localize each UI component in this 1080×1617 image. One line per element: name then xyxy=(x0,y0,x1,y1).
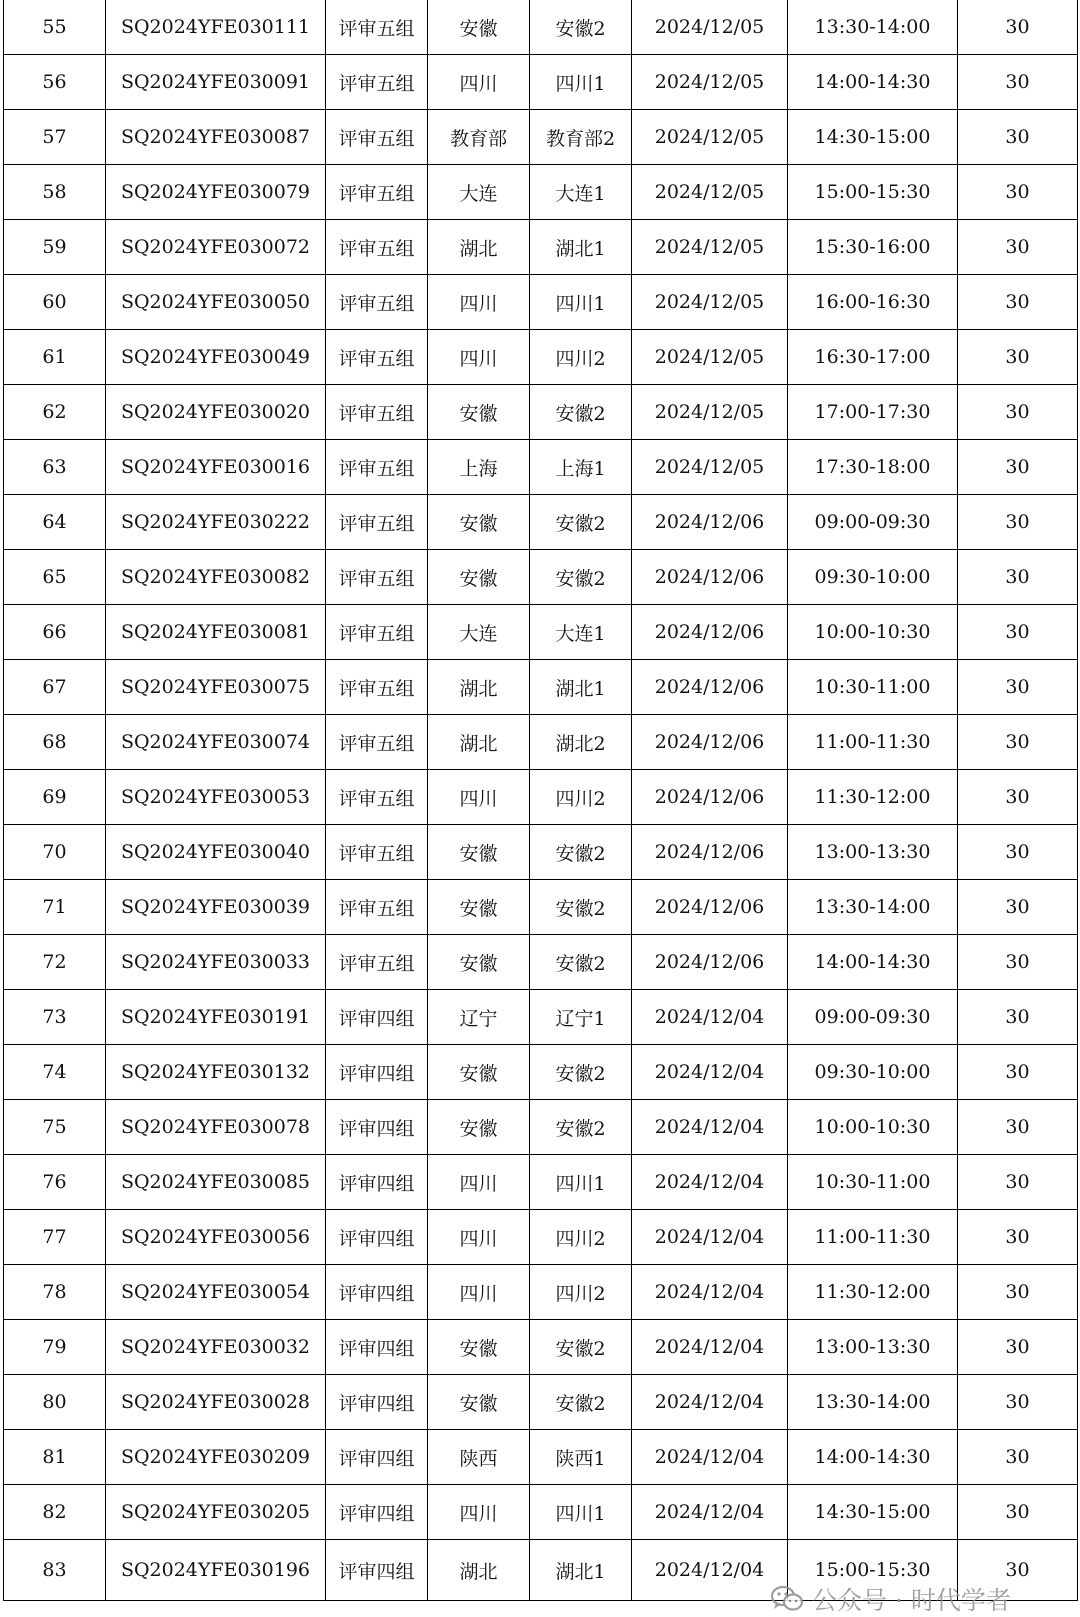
review-group-cell: 评审五组 xyxy=(326,935,428,990)
duration-cell: 30 xyxy=(958,1375,1078,1430)
region-cell: 安徽 xyxy=(428,1320,530,1375)
table-row xyxy=(4,165,1078,220)
row-number-cell: 79 xyxy=(4,1320,106,1375)
room-cell: 四川2 xyxy=(530,770,632,825)
date-cell: 2024/12/06 xyxy=(632,825,788,880)
date-cell: 2024/12/04 xyxy=(632,990,788,1045)
table-row xyxy=(4,110,1078,165)
review-group-cell: 评审五组 xyxy=(326,275,428,330)
room-cell: 四川1 xyxy=(530,1485,632,1540)
review-group-cell: 评审五组 xyxy=(326,770,428,825)
review-group-cell: 评审五组 xyxy=(326,880,428,935)
room-cell: 安徽2 xyxy=(530,495,632,550)
duration-cell: 30 xyxy=(958,495,1078,550)
review-group-cell: 评审五组 xyxy=(326,440,428,495)
review-group-cell: 评审五组 xyxy=(326,0,428,55)
time-slot-cell: 09:00-09:30 xyxy=(788,495,958,550)
project-id-cell: SQ2024YFE030222 xyxy=(106,495,326,550)
date-cell: 2024/12/06 xyxy=(632,495,788,550)
table-row xyxy=(4,1320,1078,1375)
date-cell: 2024/12/04 xyxy=(632,1430,788,1485)
region-cell: 辽宁 xyxy=(428,990,530,1045)
project-id-cell: SQ2024YFE030032 xyxy=(106,1320,326,1375)
date-cell: 2024/12/05 xyxy=(632,440,788,495)
duration-cell: 30 xyxy=(958,880,1078,935)
table-row xyxy=(4,715,1078,770)
table-row xyxy=(4,220,1078,275)
time-slot-cell: 16:30-17:00 xyxy=(788,330,958,385)
time-slot-cell: 13:30-14:00 xyxy=(788,0,958,55)
time-slot-cell: 14:00-14:30 xyxy=(788,935,958,990)
date-cell: 2024/12/06 xyxy=(632,660,788,715)
room-cell: 安徽2 xyxy=(530,935,632,990)
review-group-cell: 评审四组 xyxy=(326,1430,428,1485)
room-cell: 上海1 xyxy=(530,440,632,495)
time-slot-cell: 14:30-15:00 xyxy=(788,1485,958,1540)
table-row xyxy=(4,1155,1078,1210)
date-cell: 2024/12/04 xyxy=(632,1540,788,1601)
row-number-cell: 72 xyxy=(4,935,106,990)
review-group-cell: 评审五组 xyxy=(326,55,428,110)
date-cell: 2024/12/06 xyxy=(632,550,788,605)
table-row xyxy=(4,770,1078,825)
room-cell: 陕西1 xyxy=(530,1430,632,1485)
time-slot-cell: 10:30-11:00 xyxy=(788,1155,958,1210)
row-number-cell: 59 xyxy=(4,220,106,275)
review-group-cell: 评审五组 xyxy=(326,550,428,605)
row-number-cell: 80 xyxy=(4,1375,106,1430)
project-id-cell: SQ2024YFE030049 xyxy=(106,330,326,385)
row-number-cell: 60 xyxy=(4,275,106,330)
room-cell: 湖北2 xyxy=(530,715,632,770)
row-number-cell: 78 xyxy=(4,1265,106,1320)
time-slot-cell: 13:30-14:00 xyxy=(788,880,958,935)
project-id-cell: SQ2024YFE030072 xyxy=(106,220,326,275)
review-group-cell: 评审四组 xyxy=(326,1100,428,1155)
duration-cell: 30 xyxy=(958,770,1078,825)
project-id-cell: SQ2024YFE030091 xyxy=(106,55,326,110)
table-row xyxy=(4,605,1078,660)
row-number-cell: 81 xyxy=(4,1430,106,1485)
project-id-cell: SQ2024YFE030081 xyxy=(106,605,326,660)
region-cell: 安徽 xyxy=(428,1045,530,1100)
room-cell: 四川2 xyxy=(530,1265,632,1320)
region-cell: 安徽 xyxy=(428,935,530,990)
row-number-cell: 56 xyxy=(4,55,106,110)
row-number-cell: 68 xyxy=(4,715,106,770)
duration-cell: 30 xyxy=(958,1485,1078,1540)
project-id-cell: SQ2024YFE030078 xyxy=(106,1100,326,1155)
project-id-cell: SQ2024YFE030054 xyxy=(106,1265,326,1320)
date-cell: 2024/12/05 xyxy=(632,275,788,330)
room-cell: 安徽2 xyxy=(530,385,632,440)
time-slot-cell: 14:00-14:30 xyxy=(788,1430,958,1485)
room-cell: 安徽2 xyxy=(530,1375,632,1430)
project-id-cell: SQ2024YFE030056 xyxy=(106,1210,326,1265)
watermark xyxy=(770,1581,1011,1617)
duration-cell: 30 xyxy=(958,330,1078,385)
project-id-cell: SQ2024YFE030033 xyxy=(106,935,326,990)
date-cell: 2024/12/05 xyxy=(632,330,788,385)
project-id-cell: SQ2024YFE030040 xyxy=(106,825,326,880)
time-slot-cell: 11:00-11:30 xyxy=(788,715,958,770)
duration-cell: 30 xyxy=(958,715,1078,770)
room-cell: 大连1 xyxy=(530,605,632,660)
duration-cell: 30 xyxy=(958,55,1078,110)
row-number-cell: 67 xyxy=(4,660,106,715)
project-id-cell: SQ2024YFE030111 xyxy=(106,0,326,55)
room-cell: 安徽2 xyxy=(530,1320,632,1375)
row-number-cell: 69 xyxy=(4,770,106,825)
time-slot-cell: 11:30-12:00 xyxy=(788,770,958,825)
project-id-cell: SQ2024YFE030016 xyxy=(106,440,326,495)
room-cell: 安徽2 xyxy=(530,0,632,55)
date-cell: 2024/12/06 xyxy=(632,605,788,660)
date-cell: 2024/12/04 xyxy=(632,1375,788,1430)
time-slot-cell: 15:00-15:30 xyxy=(788,1540,958,1601)
review-group-cell: 评审五组 xyxy=(326,110,428,165)
duration-cell: 30 xyxy=(958,605,1078,660)
date-cell: 2024/12/04 xyxy=(632,1155,788,1210)
row-number-cell: 63 xyxy=(4,440,106,495)
time-slot-cell: 13:00-13:30 xyxy=(788,1320,958,1375)
region-cell: 四川 xyxy=(428,1485,530,1540)
time-slot-cell: 16:00-16:30 xyxy=(788,275,958,330)
review-group-cell: 评审五组 xyxy=(326,220,428,275)
review-group-cell: 评审五组 xyxy=(326,165,428,220)
row-number-cell: 57 xyxy=(4,110,106,165)
project-id-cell: SQ2024YFE030074 xyxy=(106,715,326,770)
table-row xyxy=(4,550,1078,605)
row-number-cell: 74 xyxy=(4,1045,106,1100)
room-cell: 四川1 xyxy=(530,1155,632,1210)
project-id-cell: SQ2024YFE030075 xyxy=(106,660,326,715)
project-id-cell: SQ2024YFE030132 xyxy=(106,1045,326,1100)
review-group-cell: 评审四组 xyxy=(326,1485,428,1540)
duration-cell: 30 xyxy=(958,385,1078,440)
duration-cell: 30 xyxy=(958,1540,1078,1601)
review-group-cell: 评审五组 xyxy=(326,330,428,385)
row-number-cell: 76 xyxy=(4,1155,106,1210)
room-cell: 湖北1 xyxy=(530,660,632,715)
table-row xyxy=(4,440,1078,495)
row-number-cell: 71 xyxy=(4,880,106,935)
region-cell: 湖北 xyxy=(428,220,530,275)
duration-cell: 30 xyxy=(958,660,1078,715)
project-id-cell: SQ2024YFE030085 xyxy=(106,1155,326,1210)
row-number-cell: 65 xyxy=(4,550,106,605)
time-slot-cell: 17:00-17:30 xyxy=(788,385,958,440)
schedule-table xyxy=(3,0,1078,1601)
duration-cell: 30 xyxy=(958,1045,1078,1100)
review-group-cell: 评审四组 xyxy=(326,990,428,1045)
region-cell: 安徽 xyxy=(428,0,530,55)
row-number-cell: 64 xyxy=(4,495,106,550)
region-cell: 安徽 xyxy=(428,880,530,935)
date-cell: 2024/12/05 xyxy=(632,110,788,165)
region-cell: 四川 xyxy=(428,1155,530,1210)
date-cell: 2024/12/05 xyxy=(632,385,788,440)
date-cell: 2024/12/04 xyxy=(632,1045,788,1100)
date-cell: 2024/12/06 xyxy=(632,880,788,935)
duration-cell: 30 xyxy=(958,550,1078,605)
date-cell: 2024/12/04 xyxy=(632,1210,788,1265)
region-cell: 安徽 xyxy=(428,495,530,550)
review-group-cell: 评审四组 xyxy=(326,1375,428,1430)
date-cell: 2024/12/05 xyxy=(632,165,788,220)
table-row xyxy=(4,1210,1078,1265)
date-cell: 2024/12/04 xyxy=(632,1320,788,1375)
room-cell: 四川1 xyxy=(530,55,632,110)
table-row xyxy=(4,825,1078,880)
time-slot-cell: 13:00-13:30 xyxy=(788,825,958,880)
date-cell: 2024/12/06 xyxy=(632,935,788,990)
duration-cell: 30 xyxy=(958,1320,1078,1375)
row-number-cell: 66 xyxy=(4,605,106,660)
region-cell: 教育部 xyxy=(428,110,530,165)
region-cell: 安徽 xyxy=(428,385,530,440)
room-cell: 湖北1 xyxy=(530,220,632,275)
room-cell: 安徽2 xyxy=(530,880,632,935)
project-id-cell: SQ2024YFE030191 xyxy=(106,990,326,1045)
row-number-cell: 83 xyxy=(4,1540,106,1601)
duration-cell: 30 xyxy=(958,1430,1078,1485)
review-group-cell: 评审四组 xyxy=(326,1045,428,1100)
table-row xyxy=(4,1430,1078,1485)
review-group-cell: 评审四组 xyxy=(326,1155,428,1210)
room-cell: 四川2 xyxy=(530,1210,632,1265)
room-cell: 安徽2 xyxy=(530,1045,632,1100)
region-cell: 四川 xyxy=(428,55,530,110)
table-row xyxy=(4,330,1078,385)
time-slot-cell: 10:00-10:30 xyxy=(788,605,958,660)
region-cell: 四川 xyxy=(428,1210,530,1265)
review-group-cell: 评审五组 xyxy=(326,605,428,660)
region-cell: 陕西 xyxy=(428,1430,530,1485)
table-row xyxy=(4,880,1078,935)
review-group-cell: 评审五组 xyxy=(326,825,428,880)
region-cell: 大连 xyxy=(428,165,530,220)
duration-cell: 30 xyxy=(958,990,1078,1045)
time-slot-cell: 13:30-14:00 xyxy=(788,1375,958,1430)
date-cell: 2024/12/04 xyxy=(632,1100,788,1155)
duration-cell: 30 xyxy=(958,440,1078,495)
date-cell: 2024/12/04 xyxy=(632,1485,788,1540)
room-cell: 安徽2 xyxy=(530,550,632,605)
date-cell: 2024/12/06 xyxy=(632,715,788,770)
time-slot-cell: 09:30-10:00 xyxy=(788,1045,958,1100)
table-row xyxy=(4,935,1078,990)
duration-cell: 30 xyxy=(958,110,1078,165)
time-slot-cell: 11:30-12:00 xyxy=(788,1265,958,1320)
region-cell: 安徽 xyxy=(428,1100,530,1155)
duration-cell: 30 xyxy=(958,1100,1078,1155)
table-row xyxy=(4,385,1078,440)
duration-cell: 30 xyxy=(958,935,1078,990)
table-row xyxy=(4,990,1078,1045)
review-group-cell: 评审五组 xyxy=(326,715,428,770)
table-row xyxy=(4,275,1078,330)
project-id-cell: SQ2024YFE030020 xyxy=(106,385,326,440)
time-slot-cell: 10:30-11:00 xyxy=(788,660,958,715)
row-number-cell: 82 xyxy=(4,1485,106,1540)
region-cell: 湖北 xyxy=(428,1540,530,1601)
row-number-cell: 62 xyxy=(4,385,106,440)
table-row xyxy=(4,1485,1078,1540)
review-group-cell: 评审五组 xyxy=(326,495,428,550)
region-cell: 四川 xyxy=(428,1265,530,1320)
watermark-text: 公众号 · 时代学者 xyxy=(812,1586,1011,1615)
duration-cell: 30 xyxy=(958,825,1078,880)
time-slot-cell: 10:00-10:30 xyxy=(788,1100,958,1155)
region-cell: 四川 xyxy=(428,330,530,385)
project-id-cell: SQ2024YFE030196 xyxy=(106,1540,326,1601)
room-cell: 安徽2 xyxy=(530,825,632,880)
room-cell: 辽宁1 xyxy=(530,990,632,1045)
table-body xyxy=(4,0,1078,1601)
review-group-cell: 评审四组 xyxy=(326,1210,428,1265)
date-cell: 2024/12/05 xyxy=(632,0,788,55)
row-number-cell: 58 xyxy=(4,165,106,220)
time-slot-cell: 15:30-16:00 xyxy=(788,220,958,275)
time-slot-cell: 17:30-18:00 xyxy=(788,440,958,495)
project-id-cell: SQ2024YFE030079 xyxy=(106,165,326,220)
time-slot-cell: 09:30-10:00 xyxy=(788,550,958,605)
date-cell: 2024/12/04 xyxy=(632,1265,788,1320)
review-group-cell: 评审五组 xyxy=(326,660,428,715)
table-row xyxy=(4,0,1078,55)
table-row xyxy=(4,1100,1078,1155)
room-cell: 教育部2 xyxy=(530,110,632,165)
region-cell: 上海 xyxy=(428,440,530,495)
date-cell: 2024/12/06 xyxy=(632,770,788,825)
region-cell: 四川 xyxy=(428,275,530,330)
region-cell: 四川 xyxy=(428,770,530,825)
table-row xyxy=(4,660,1078,715)
duration-cell: 30 xyxy=(958,1265,1078,1320)
region-cell: 湖北 xyxy=(428,660,530,715)
review-group-cell: 评审四组 xyxy=(326,1320,428,1375)
region-cell: 安徽 xyxy=(428,1375,530,1430)
project-id-cell: SQ2024YFE030053 xyxy=(106,770,326,825)
table-row xyxy=(4,495,1078,550)
row-number-cell: 75 xyxy=(4,1100,106,1155)
project-id-cell: SQ2024YFE030028 xyxy=(106,1375,326,1430)
review-group-cell: 评审五组 xyxy=(326,385,428,440)
time-slot-cell: 14:00-14:30 xyxy=(788,55,958,110)
project-id-cell: SQ2024YFE030039 xyxy=(106,880,326,935)
project-id-cell: SQ2024YFE030082 xyxy=(106,550,326,605)
time-slot-cell: 14:30-15:00 xyxy=(788,110,958,165)
row-number-cell: 73 xyxy=(4,990,106,1045)
table-row xyxy=(4,55,1078,110)
time-slot-cell: 11:00-11:30 xyxy=(788,1210,958,1265)
date-cell: 2024/12/05 xyxy=(632,55,788,110)
date-cell: 2024/12/05 xyxy=(632,220,788,275)
row-number-cell: 70 xyxy=(4,825,106,880)
duration-cell: 30 xyxy=(958,1155,1078,1210)
row-number-cell: 55 xyxy=(4,0,106,55)
project-id-cell: SQ2024YFE030209 xyxy=(106,1430,326,1485)
table-row xyxy=(4,1045,1078,1100)
duration-cell: 30 xyxy=(958,220,1078,275)
review-group-cell: 评审四组 xyxy=(326,1265,428,1320)
duration-cell: 30 xyxy=(958,275,1078,330)
region-cell: 安徽 xyxy=(428,550,530,605)
duration-cell: 30 xyxy=(958,1210,1078,1265)
review-group-cell: 评审四组 xyxy=(326,1540,428,1601)
room-cell: 湖北1 xyxy=(530,1540,632,1601)
room-cell: 四川1 xyxy=(530,275,632,330)
table-row xyxy=(4,1265,1078,1320)
duration-cell: 30 xyxy=(958,0,1078,55)
row-number-cell: 61 xyxy=(4,330,106,385)
project-id-cell: SQ2024YFE030205 xyxy=(106,1485,326,1540)
time-slot-cell: 15:00-15:30 xyxy=(788,165,958,220)
project-id-cell: SQ2024YFE030087 xyxy=(106,110,326,165)
region-cell: 大连 xyxy=(428,605,530,660)
project-id-cell: SQ2024YFE030050 xyxy=(106,275,326,330)
time-slot-cell: 09:00-09:30 xyxy=(788,990,958,1045)
duration-cell: 30 xyxy=(958,165,1078,220)
region-cell: 安徽 xyxy=(428,825,530,880)
table-row xyxy=(4,1375,1078,1430)
room-cell: 四川2 xyxy=(530,330,632,385)
row-number-cell: 77 xyxy=(4,1210,106,1265)
room-cell: 大连1 xyxy=(530,165,632,220)
room-cell: 安徽2 xyxy=(530,1100,632,1155)
region-cell: 湖北 xyxy=(428,715,530,770)
